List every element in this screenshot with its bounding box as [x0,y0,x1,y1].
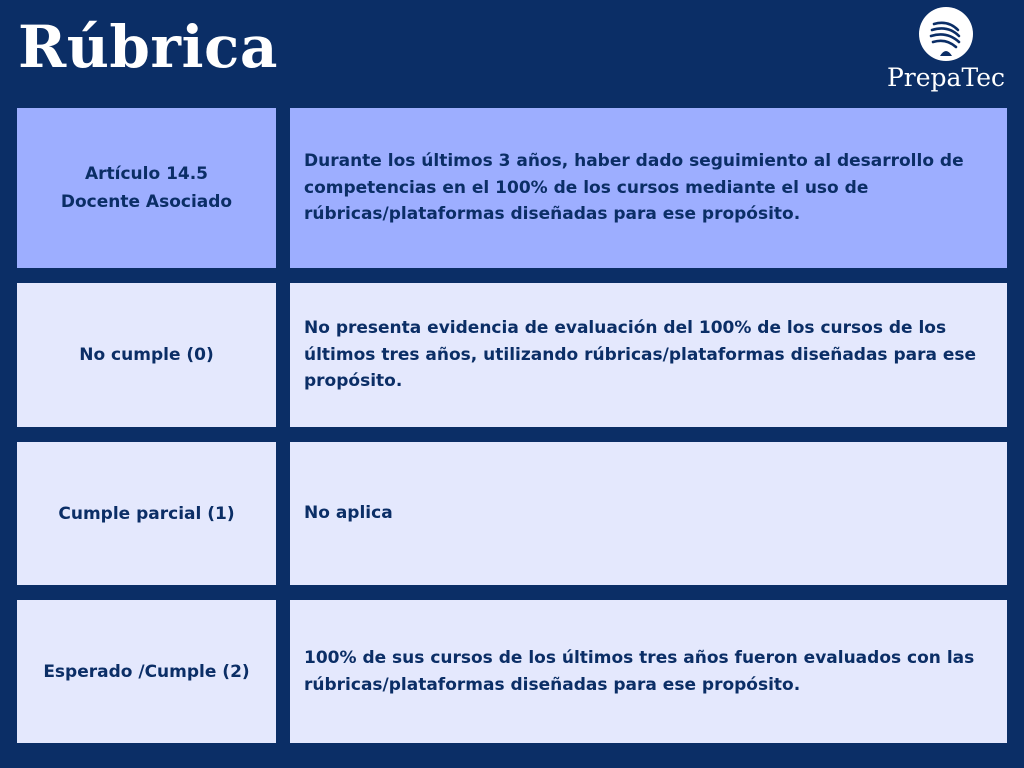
article-number: Artículo 14.5 [84,164,209,184]
level-label-esperado-cumple: Esperado /Cumple (2) [43,661,250,682]
prepatec-wordmark: PrepaTec [886,63,1005,92]
criterion-description-cell [290,108,1007,268]
level-description-cell [290,442,1007,585]
level-description-cell [290,283,1007,427]
page-title: Rúbrica [18,13,278,81]
level-label-no-cumple: No cumple (0) [79,345,214,365]
prepatec-logo [884,6,1008,96]
criterion-label-cell [17,108,276,268]
prepatec-flame-icon [918,6,974,62]
criterion-description: Durante los últimos 3 años, haber dado seguimiento al desarrollo de competencias en el 100% de los cursos mediante el uso de rúbricas/plataformas diseñadas para ese propósito. [304,151,964,225]
level-label-cell [17,283,276,427]
level-description-cumple-parcial: No aplica [304,503,393,524]
level-label-cumple-parcial: Cumple parcial (1) [58,503,235,524]
level-label-cell [17,600,276,743]
level-label-cell [17,442,276,585]
level-description-cell [290,600,1007,743]
level-description-esperado-cumple: 100% de sus cursos de los últimos tres años fueron evaluados con las rúbricas/plataformas diseñadas para ese propósito. [304,648,975,695]
level-description-no-cumple: No presenta evidencia de evaluación del 100% de los cursos de los últimos tres años, utilizando rúbricas/plataformas diseñadas para ese propósito. [304,318,977,392]
role-name: Docente Asociado [60,192,233,212]
